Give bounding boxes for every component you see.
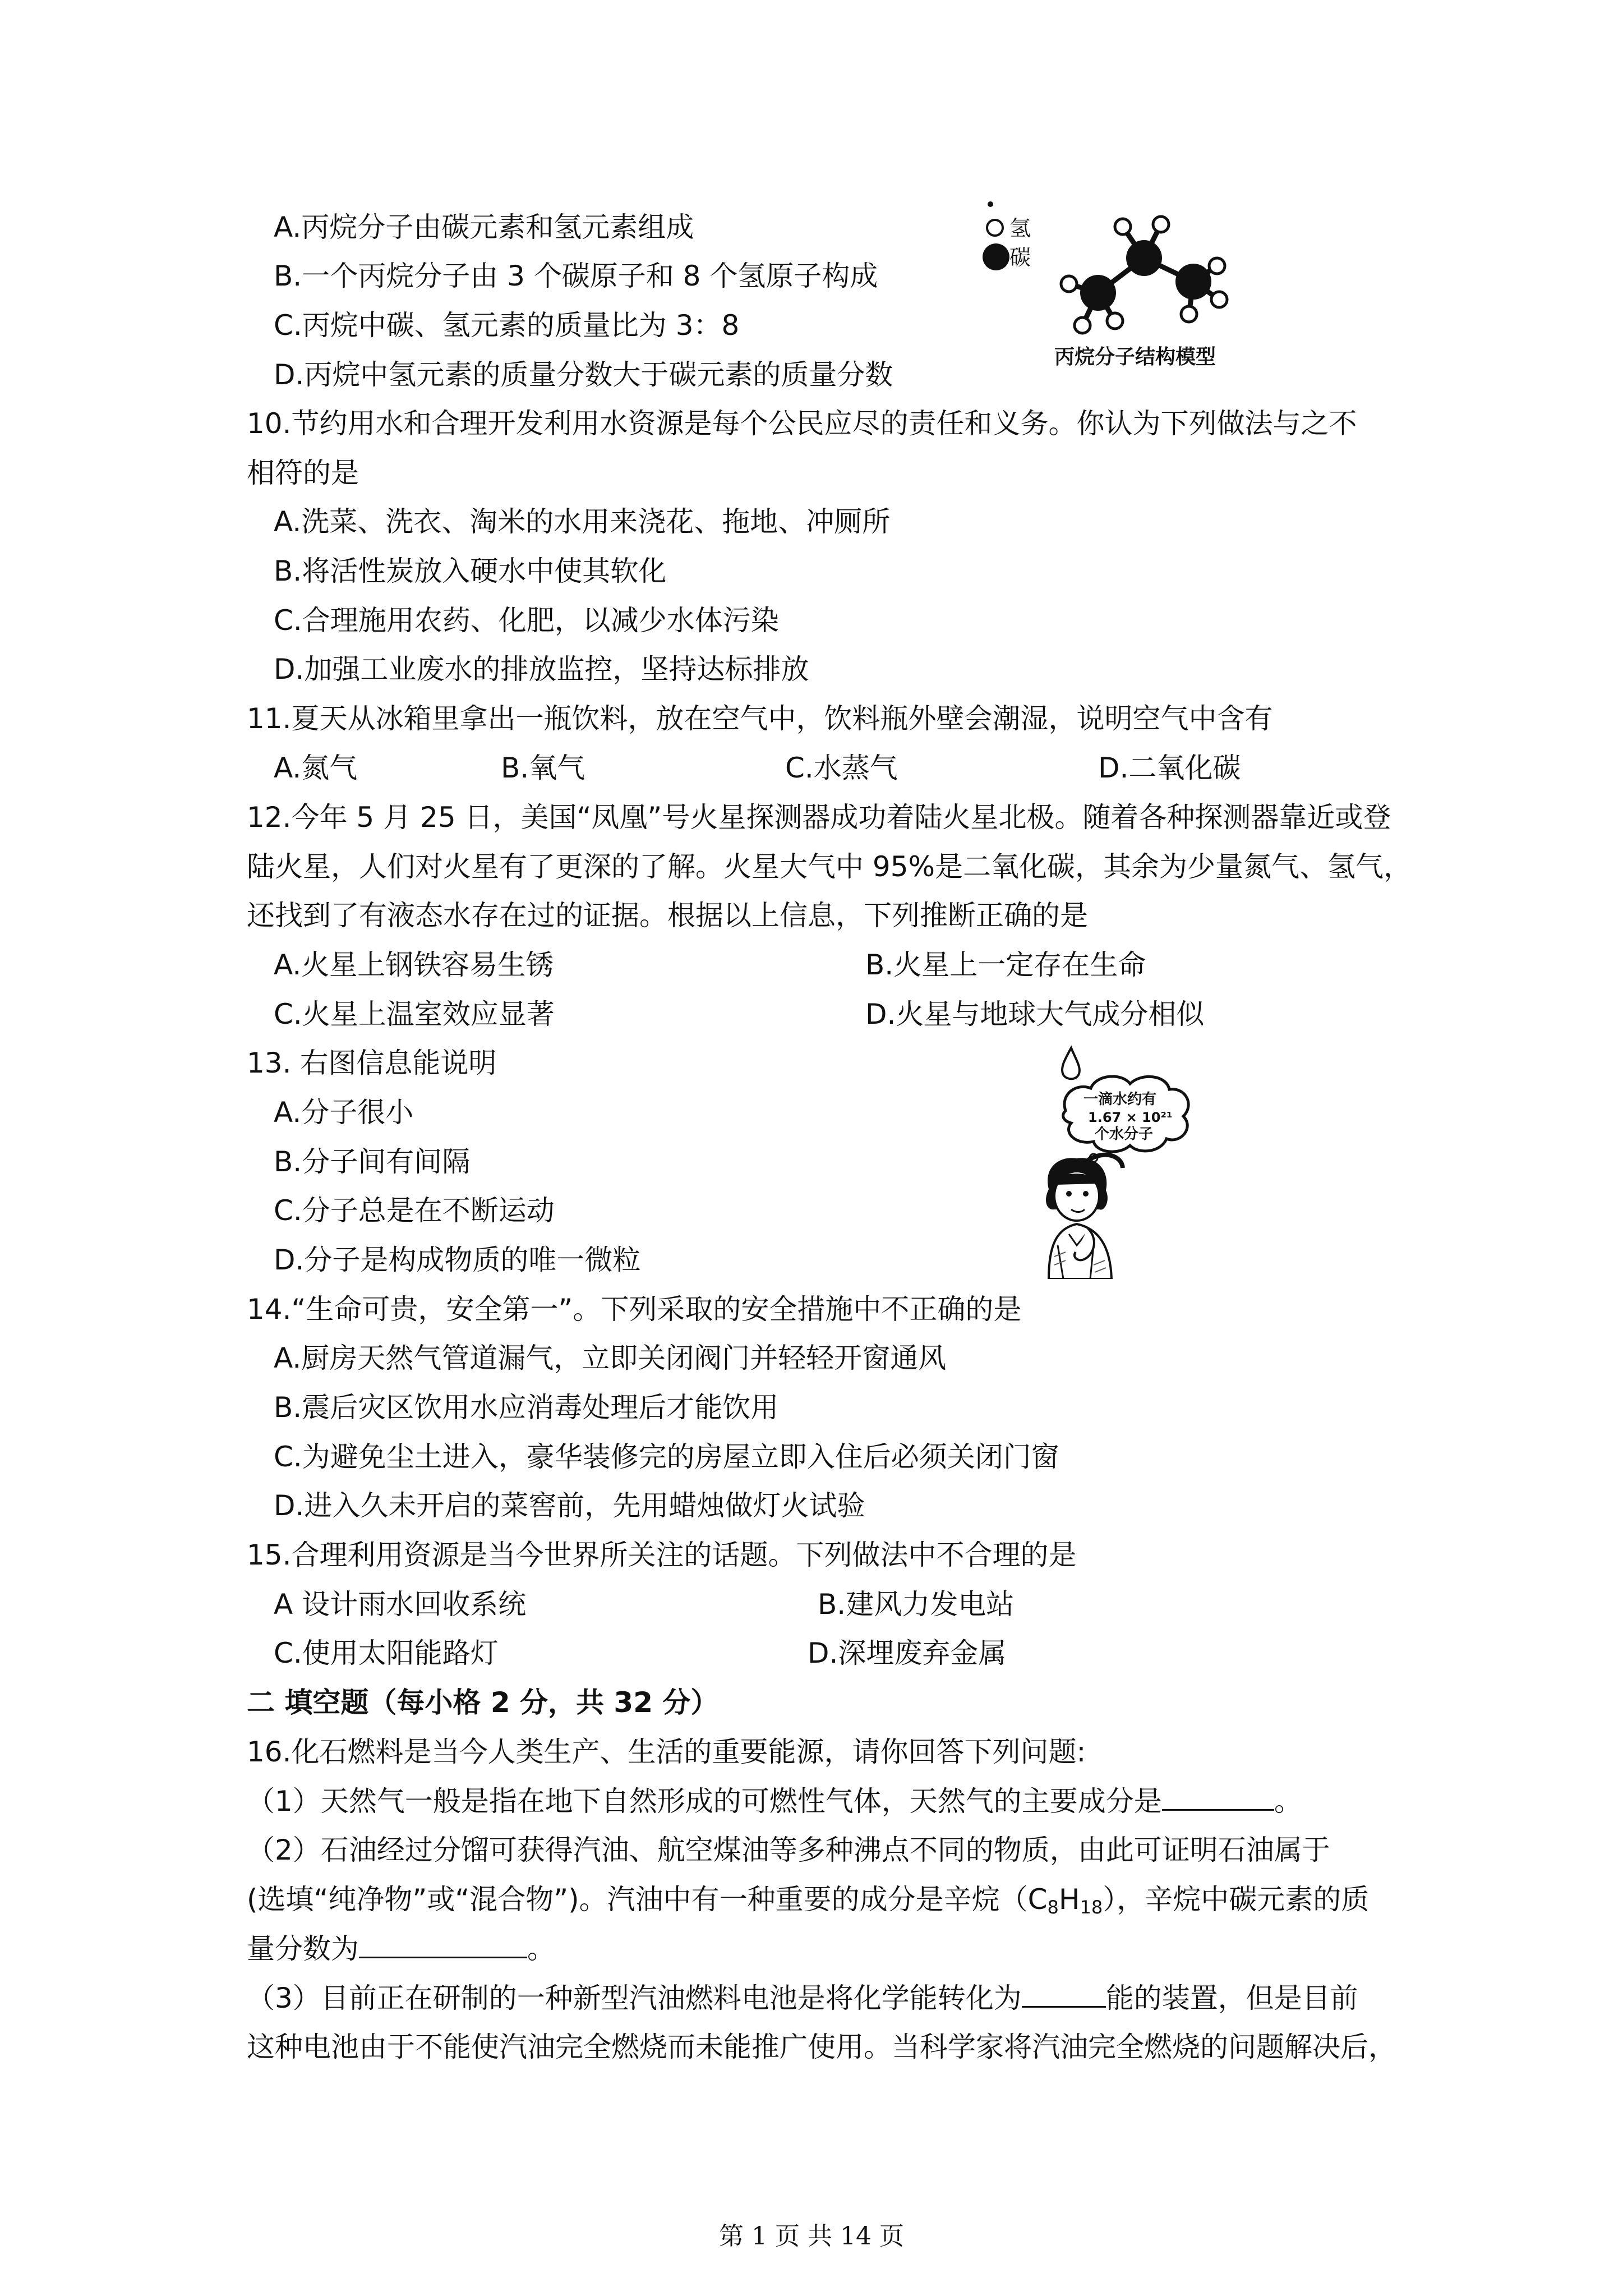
- q16-part2-line2: [247, 1885, 1369, 1916]
- q16-formula-sub-8: 8: [1047, 1897, 1059, 1918]
- q14-option-c: C.为避免尘土进入，豪华装修完的房屋立即入住后必须关闭门窗: [274, 1441, 1059, 1473]
- propane-model-figure: [976, 196, 1267, 376]
- q16-part3-line1-end: 能的装置，但是目前: [1105, 1982, 1358, 2014]
- q16-part2-answer-blank[interactable]: [359, 1934, 527, 1958]
- q15-option-b: B.建风力发电站: [818, 1588, 1015, 1621]
- q11-stem: 11.夏天从冰箱里拿出一瓶饮料，放在空气中，饮料瓶外壁会潮湿，说明空气中含有: [247, 702, 1273, 735]
- section-2-title: 二 填空题（每小格 2 分，共 32 分）: [247, 1686, 719, 1719]
- legend-carbon-label: 碳: [1009, 245, 1031, 270]
- q16-part3-answer-blank[interactable]: [1022, 1984, 1106, 2008]
- q16-part3-line1-text: （3）目前正在研制的一种新型汽油燃料电池是将化学能转化为: [247, 1982, 1022, 2014]
- q9-option-d: D.丙烷中氢元素的质量分数大于碳元素的质量分数: [274, 358, 893, 391]
- bubble-line2: 1.67 × 10²¹: [1088, 1110, 1173, 1125]
- q11-option-d: D.二氧化碳: [1098, 752, 1241, 784]
- q13-stem: 13. 右图信息能说明: [247, 1047, 497, 1079]
- q12-option-b: B.火星上一定存在生命: [865, 949, 1146, 981]
- propane-model-caption: 丙烷分子结构模型: [1054, 346, 1216, 369]
- q16-part2-line2-text: (选填“纯净物”或“混合物”)。汽油中有一种重要的成分是辛烷（C: [247, 1883, 1048, 1916]
- q16-part2-line3-text: 量分数为: [247, 1932, 359, 1965]
- q16-part3-line2: 这种电池由于不能使汽油完全燃烧而未能推广使用。当科学家将汽油完全燃烧的问题解决后，: [247, 2031, 1396, 2063]
- q12-stem-line1: 12.今年 5 月 25 日，美国“凤凰”号火星探测器成功着陆火星北极。随着各种探测器靠近或登: [247, 801, 1391, 834]
- q16-part1-text: （1）天然气一般是指在地下自然形成的可燃性气体，天然气的主要成分是: [247, 1785, 1162, 1818]
- q15-stem: 15.合理利用资源是当今世界所关注的话题。下列做法中不合理的是: [247, 1539, 1077, 1571]
- q12-option-c: C.火星上温室效应显著: [274, 998, 555, 1030]
- q16-part3-line1: [247, 1984, 1358, 2012]
- q14-option-d: D.进入久未开启的菜窖前，先用蜡烛做灯火试验: [274, 1489, 865, 1522]
- q9-option-a: A.丙烷分子由碳元素和氢元素组成: [274, 211, 694, 243]
- q11-option-a: A.氮气: [274, 752, 358, 784]
- q13-option-d: D.分子是构成物质的唯一微粒: [274, 1244, 641, 1276]
- q16-formula-h: H: [1058, 1883, 1080, 1916]
- q13-option-c: C.分子总是在不断运动: [274, 1194, 555, 1227]
- legend-small-dot: [988, 201, 993, 207]
- q14-stem: 14.“生命可贵，安全第一”。下列采取的安全措施中不正确的是: [247, 1293, 1022, 1326]
- q16-part2-line3-end: 。: [527, 1932, 555, 1965]
- q11-option-c: C.水蒸气: [785, 752, 898, 784]
- q16-part2-line1: （2）石油经过分馏可获得汽油、航空煤油等多种沸点不同的物质，由此可证明石油属于: [247, 1834, 1330, 1866]
- q13-option-b: B.分子间有间隔: [274, 1145, 471, 1178]
- q12-stem-line3: 还找到了有液态水存在过的证据。根据以上信息，下列推断正确的是: [247, 899, 1088, 932]
- q15-option-a: A 设计雨水回收系统: [274, 1588, 527, 1621]
- q16-formula-sub-18: 18: [1080, 1897, 1103, 1918]
- q15-option-c: C.使用太阳能路灯: [274, 1637, 499, 1669]
- q16-part1-end: 。: [1274, 1785, 1302, 1818]
- q12-stem-line2: 陆火星，人们对火星有了更深的了解。火星大气中 95%是二氧化碳，其余为少量氮气、氢气，: [247, 850, 1412, 883]
- q10-option-b: B.将活性炭放入硬水中使其软化: [274, 555, 667, 587]
- q10-stem-line2: 相符的是: [247, 457, 359, 489]
- q14-option-a: A.厨房天然气管道漏气，立即关闭阀门并轻轻开窗通风: [274, 1342, 947, 1374]
- q15-option-d: D.深埋废弃金属: [808, 1637, 1007, 1669]
- q16-stem: 16.化石燃料是当今人类生产、生活的重要能源，请你回答下列问题:: [247, 1736, 1086, 1768]
- q10-option-c: C.合理施用农药、化肥，以减少水体污染: [274, 604, 779, 637]
- q12-option-d: D.火星与地球大气成分相似: [865, 998, 1205, 1030]
- q16-part2-line3: [247, 1934, 555, 1963]
- q16-part1: [247, 1785, 1302, 1818]
- q16-part2-line2-end: ），辛烷中碳元素的质: [1103, 1883, 1370, 1916]
- q10-option-d: D.加强工业废水的排放监控，坚持达标排放: [274, 653, 809, 685]
- q10-option-a: A.洗菜、洗衣、淘米的水用来浇花、拖地、冲厕所: [274, 505, 891, 538]
- q11-option-b: B.氧气: [501, 752, 585, 784]
- q16-part1-answer-blank[interactable]: [1162, 1787, 1274, 1811]
- q14-option-b: B.震后灾区饮用水应消毒处理后才能饮用: [274, 1391, 779, 1424]
- water-drop-girl-figure: [1032, 1043, 1234, 1279]
- q13-option-a: A.分子很小: [274, 1096, 414, 1129]
- legend-carbon-dot: [983, 243, 1009, 270]
- q12-option-a: A.火星上钢铁容易生锈: [274, 949, 554, 981]
- q9-option-b: B.一个丙烷分子由 3 个碳原子和 8 个氢原子构成: [274, 260, 878, 292]
- q9-option-c: C.丙烷中碳、氢元素的质量比为 3：8: [274, 309, 740, 342]
- q10-stem-line1: 10.节约用水和合理开发利用水资源是每个公民应尽的责任和义务。你认为下列做法与之不: [247, 407, 1357, 440]
- legend-hydrogen-label: 氢: [1009, 216, 1031, 241]
- legend-hydrogen-dot: [987, 220, 1003, 236]
- bubble-line3: 个水分子: [1095, 1126, 1154, 1143]
- page-footer: 第 1 页 共 14 页: [719, 2222, 904, 2251]
- bubble-line1: 一滴水约有: [1083, 1091, 1157, 1108]
